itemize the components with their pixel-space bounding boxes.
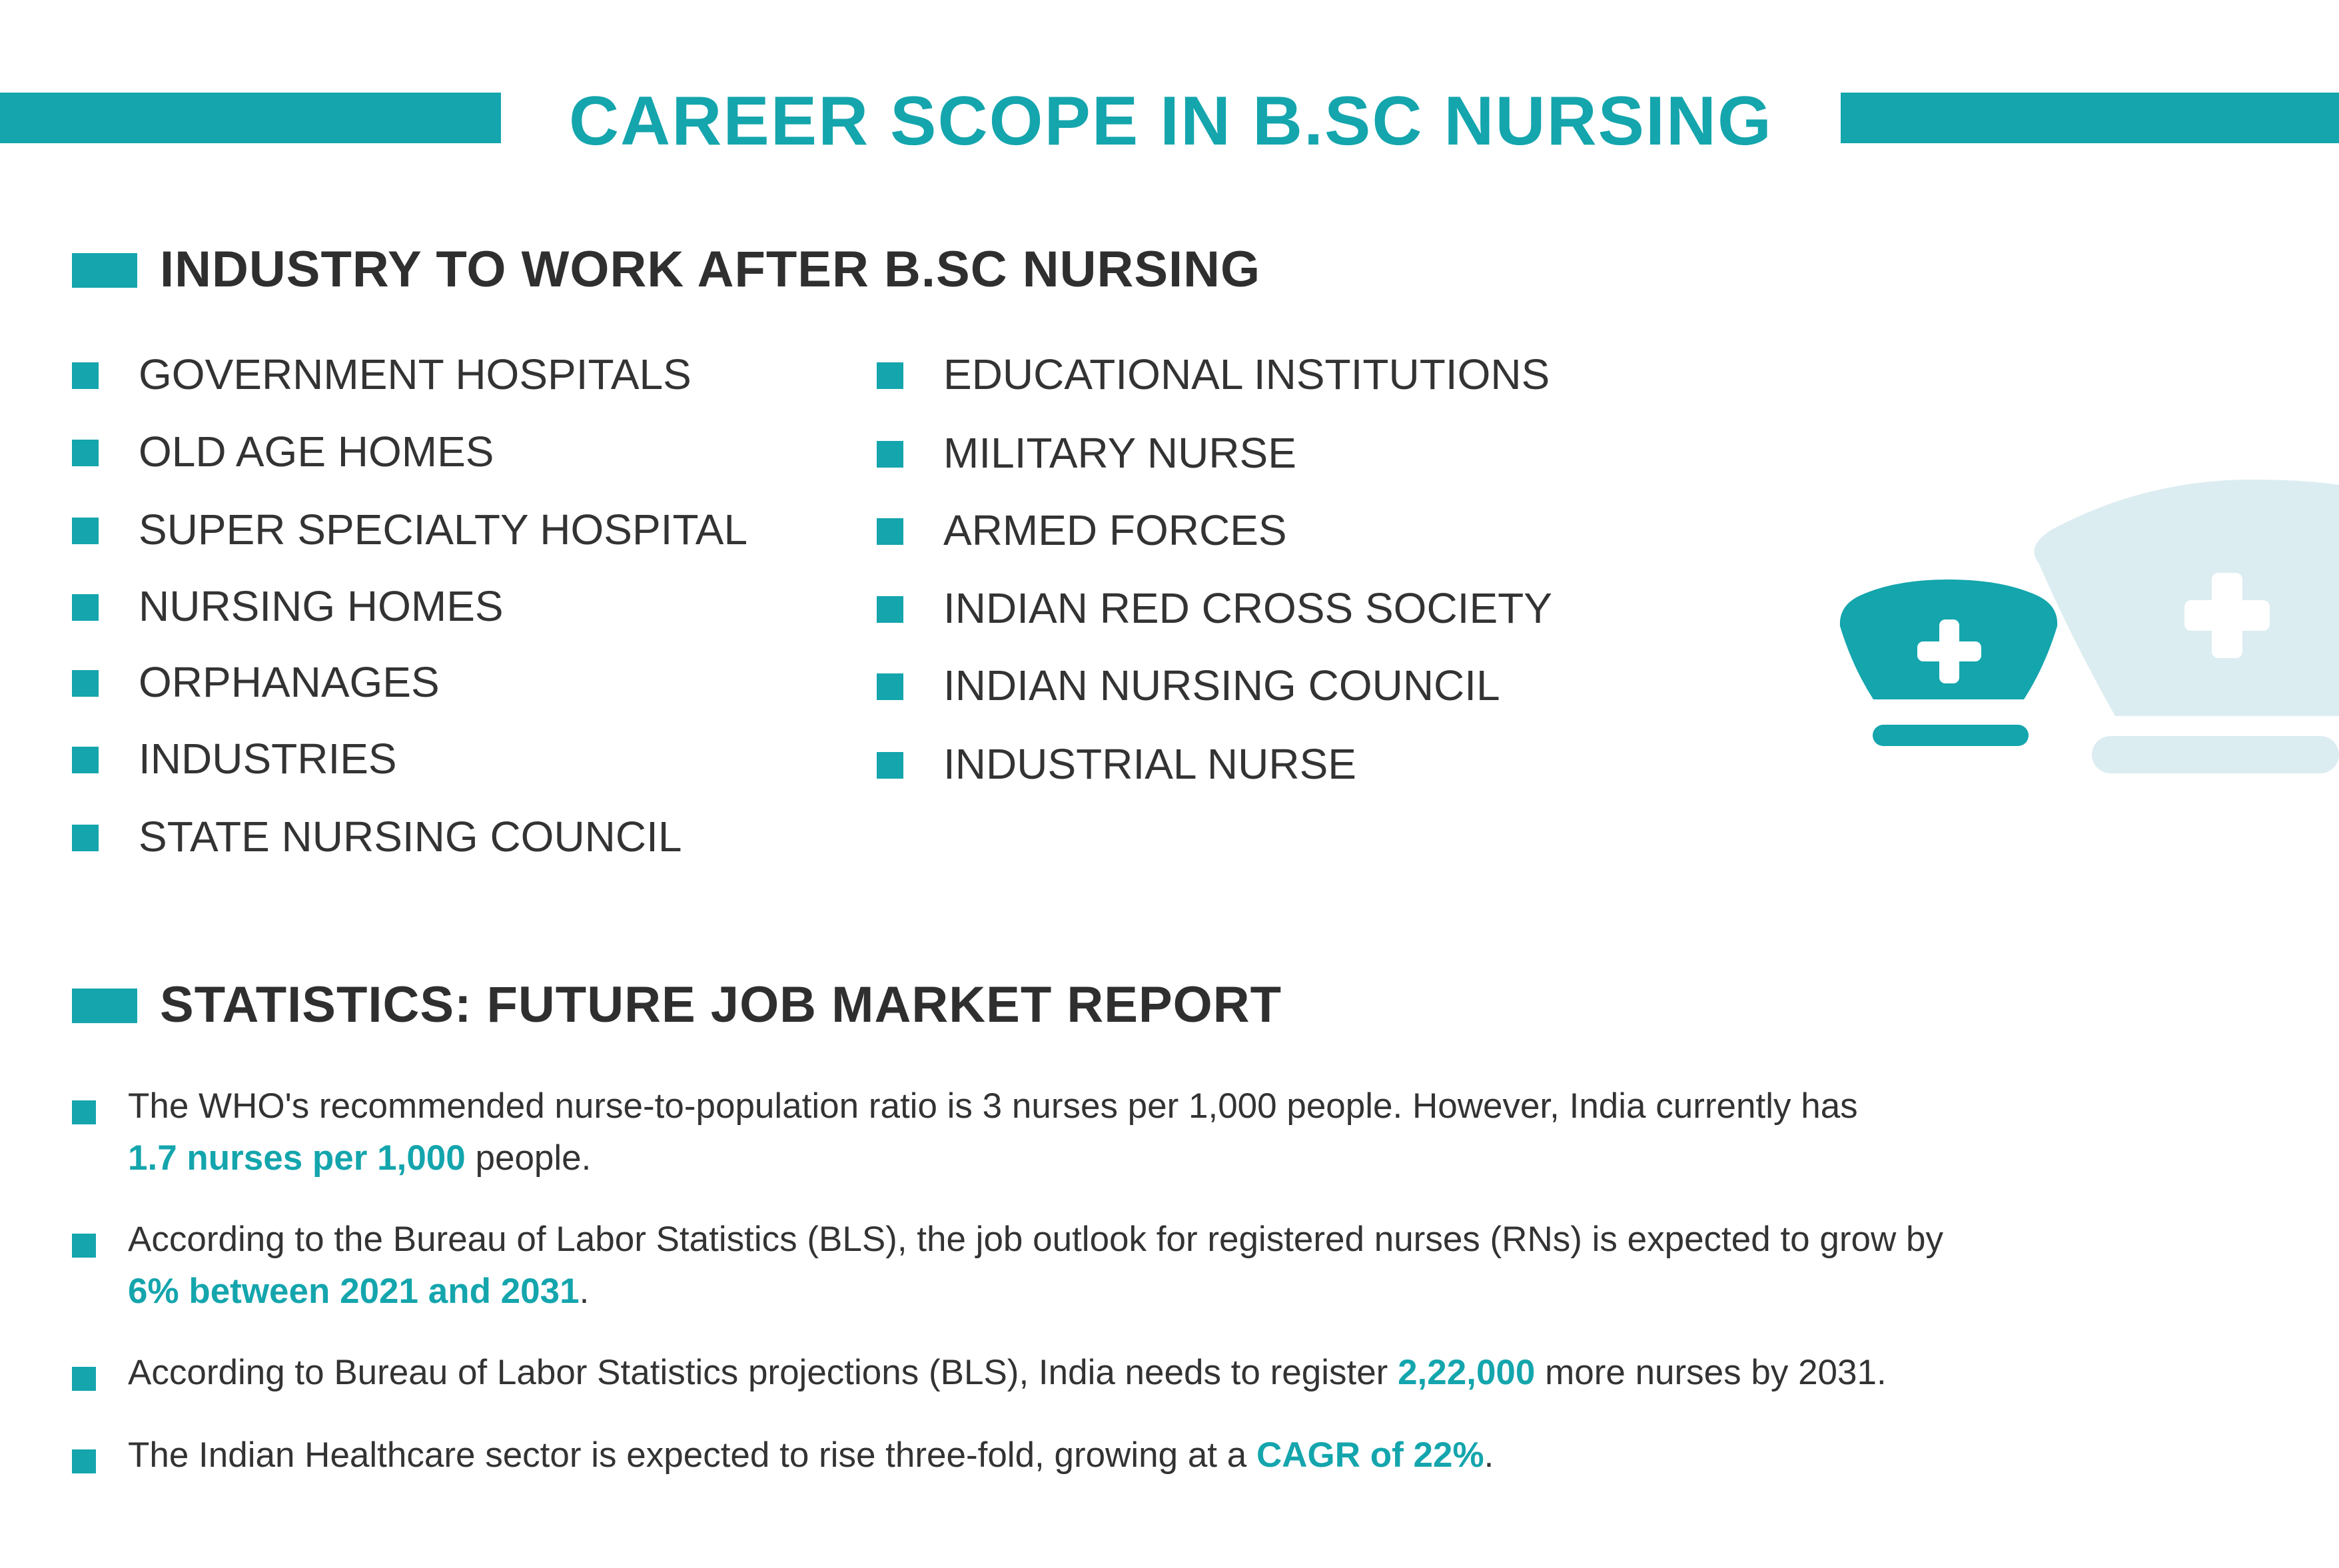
bullet-square-icon [72, 1234, 96, 1258]
title-bar-right [1841, 93, 2339, 143]
bullet-square-icon [877, 518, 903, 545]
stat-highlight: 6% between 2021 and 2031 [128, 1272, 580, 1311]
bullet-square-icon [72, 747, 99, 773]
stat-highlight: 1.7 nurses per 1,000 [128, 1138, 466, 1178]
stat-text: According to Bureau of Labor Statistics projections (BLS), India needs to register 2,22,000 more nurses by 2031. [128, 1353, 1887, 1392]
nurse-cap-icon [1840, 580, 2057, 746]
bullet-square-icon [72, 1100, 96, 1124]
title-bar-left [0, 93, 501, 143]
industry-heading: INDUSTRY TO WORK AFTER B.SC NURSING [160, 241, 1261, 298]
bullet-square-icon [877, 673, 903, 700]
stat-text: According to the Bureau of Labor Statistics (BLS), the job outlook for registered nurses (RNs) is expected to grow by 6% between 2021 and 2031. [128, 1220, 1943, 1311]
stats-heading: STATISTICS: FUTURE JOB MARKET REPORT [160, 977, 1282, 1033]
bullet-square-icon [72, 670, 99, 697]
nurse-cap-illustration [1825, 480, 2339, 786]
stat-text: The Indian Healthcare sector is expected to rise three-fold, growing at a CAGR of 22%. [128, 1435, 1494, 1475]
bullet-square-icon [72, 440, 99, 466]
nurse-cap-faded-icon [2034, 480, 2339, 773]
bullet-square-icon [72, 1367, 96, 1391]
bullet-square-icon [877, 362, 903, 389]
page-title: CAREER SCOPE IN B.SC NURSING [569, 83, 1773, 160]
bullet-square-icon [877, 596, 903, 623]
stat-text: The WHO's recommended nurse-to-population ratio is 3 nurses per 1,000 people. However, India currently has 1.7 nurses per 1,000 people. [128, 1086, 1858, 1178]
bullet-square-icon [72, 594, 99, 621]
stats-heading-marker [72, 988, 137, 1023]
bullet-square-icon [72, 518, 99, 544]
stat-highlight: 2,22,000 [1398, 1353, 1536, 1392]
stat-highlight: CAGR of 22% [1256, 1435, 1484, 1475]
bullet-square-icon [877, 752, 903, 779]
bullet-square-icon [72, 1449, 96, 1473]
bullet-square-icon [72, 825, 99, 851]
industry-heading-marker [72, 253, 137, 288]
bullet-square-icon [877, 441, 903, 468]
bullet-square-icon [72, 362, 99, 389]
